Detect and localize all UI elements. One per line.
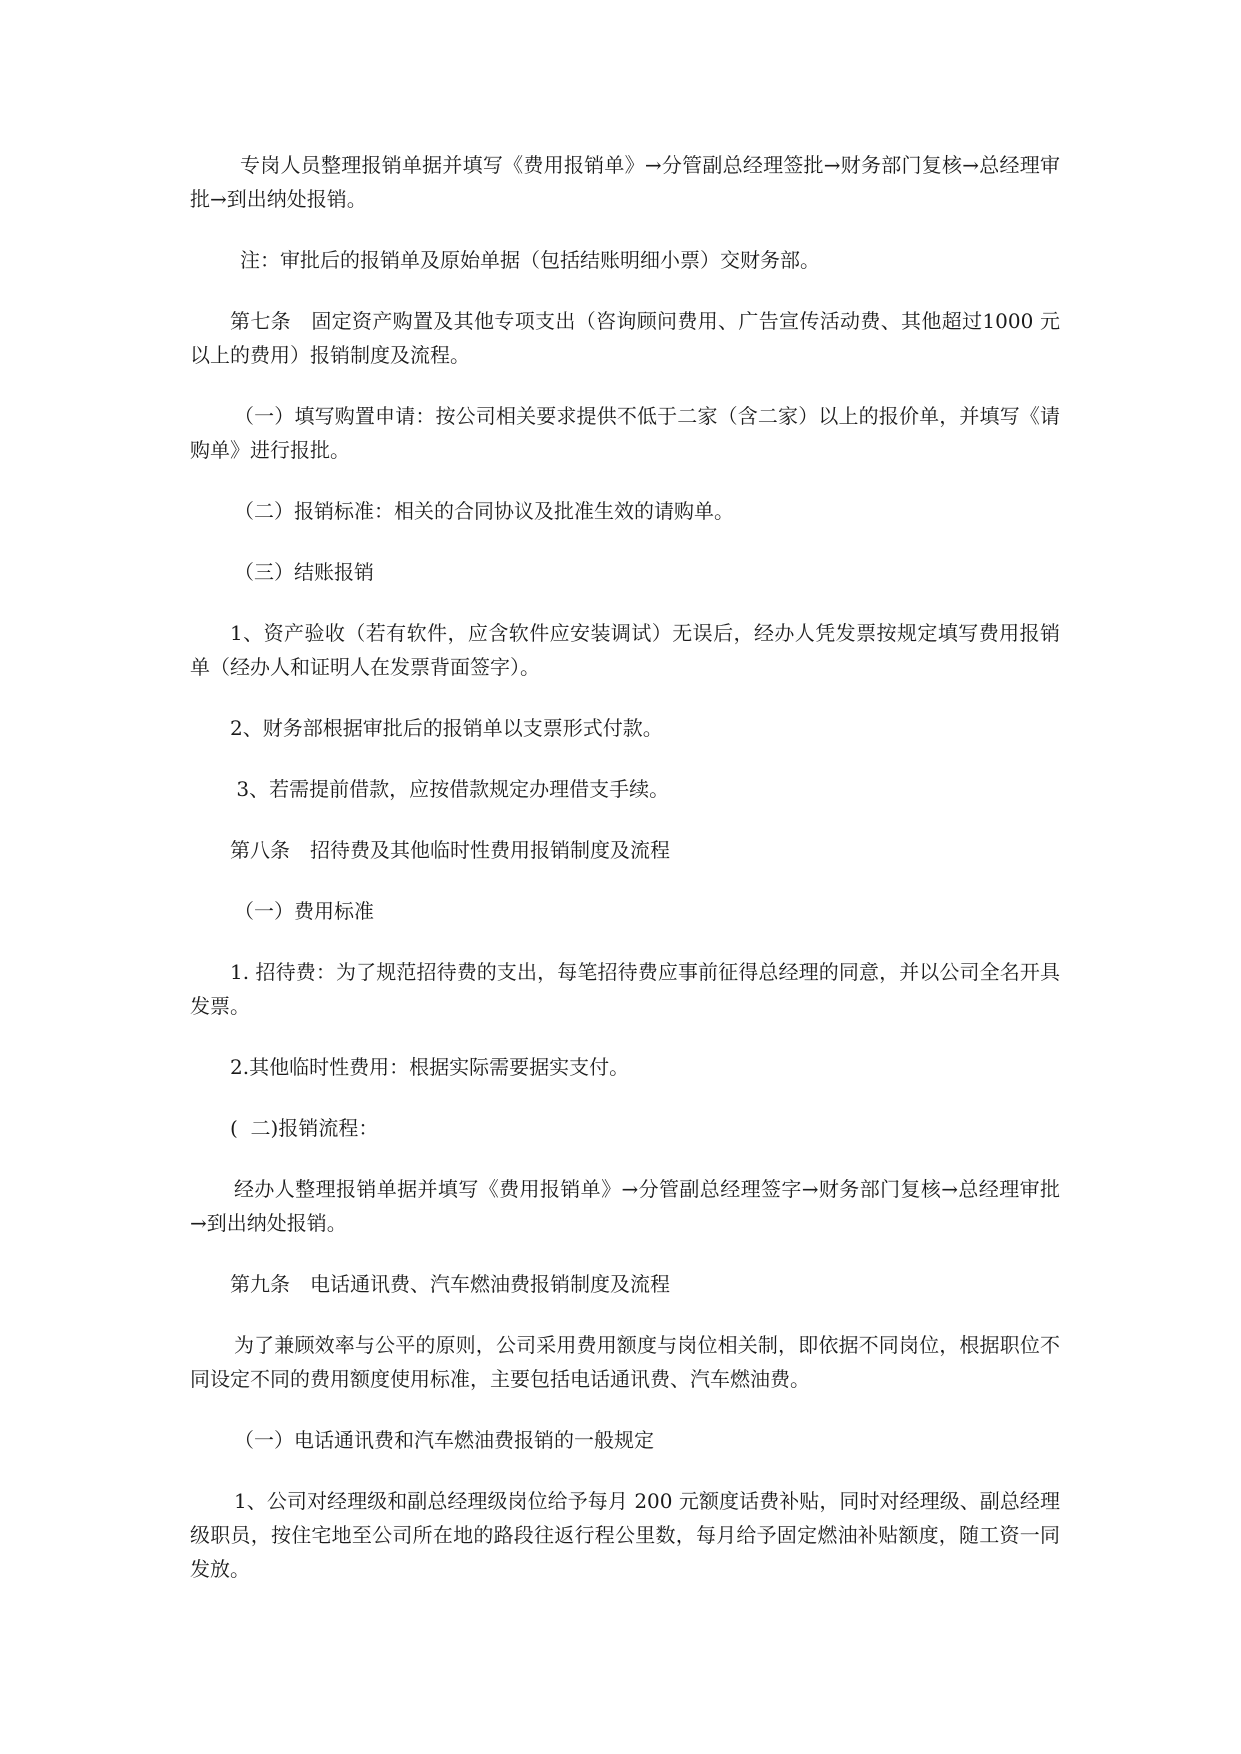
document-page [190,148,1060,1613]
paragraph-13: 2.其他临时性费用：根据实际需要据实支付。 [230,1055,630,1079]
paragraph-9: 3、若需提前借款，应按借款规定办理借支手续。 [230,777,670,801]
paragraph-12: 1. 招待费：为了规范招待费的支出，每笔招待费应事前征得总经理的同意，并以公司全名开具发票。 [190,960,1060,1018]
paragraph-5: （二）报销标准：相关的合同协议及批准生效的请购单。 [234,499,734,523]
paragraph-1: 专岗人员整理报销单据并填写《费用报销单》→分管副总经理签批→财务部门复核→总经理审批→到出纳处报销。 [190,153,1060,211]
paragraph-16: 第九条 电话通讯费、汽车燃油费报销制度及流程 [230,1272,670,1296]
paragraph-18: （一）电话通讯费和汽车燃油费报销的一般规定 [234,1428,654,1452]
paragraph-11: （一）费用标准 [234,899,374,923]
paragraph-8: 2、财务部根据审批后的报销单以支票形式付款。 [230,716,663,740]
paragraph-4: （一）填写购置申请：按公司相关要求提供不低于二家（含二家）以上的报价单，并填写《请购单》进行报批。 [190,404,1060,462]
paragraph-19: 1、公司对经理级和副总经理级岗位给予每月 200 元额度话费补贴，同时对经理级、副总经理级职员，按住宅地至公司所在地的路段往返行程公里数，每月给予固定燃油补贴额度，随工资一同发放。 [190,1489,1060,1581]
paragraph-3: 第七条 固定资产购置及其他专项支出（咨询顾问费用、广告宣传活动费、其他超过1000 元以上的费用）报销制度及流程。 [190,309,1060,367]
paragraph-17: 为了兼顾效率与公平的原则，公司采用费用额度与岗位相关制，即依据不同岗位，根据职位不同设定不同的费用额度使用标准，主要包括电话通讯费、汽车燃油费。 [190,1333,1060,1391]
paragraph-14: ( 二)报销流程： [230,1116,379,1140]
paragraph-7: 1、资产验收（若有软件，应含软件应安装调试）无误后，经办人凭发票按规定填写费用报销单（经办人和证明人在发票背面签字）。 [190,621,1060,679]
paragraph-15: 经办人整理报销单据并填写《费用报销单》→分管副总经理签字→财务部门复核→总经理审批→到出纳处报销。 [190,1177,1060,1235]
paragraph-2: 注：审批后的报销单及原始单据（包括结账明细小票）交财务部。 [240,248,820,272]
paragraph-10: 第八条 招待费及其他临时性费用报销制度及流程 [230,838,670,862]
paragraph-6: （三）结账报销 [234,560,374,584]
